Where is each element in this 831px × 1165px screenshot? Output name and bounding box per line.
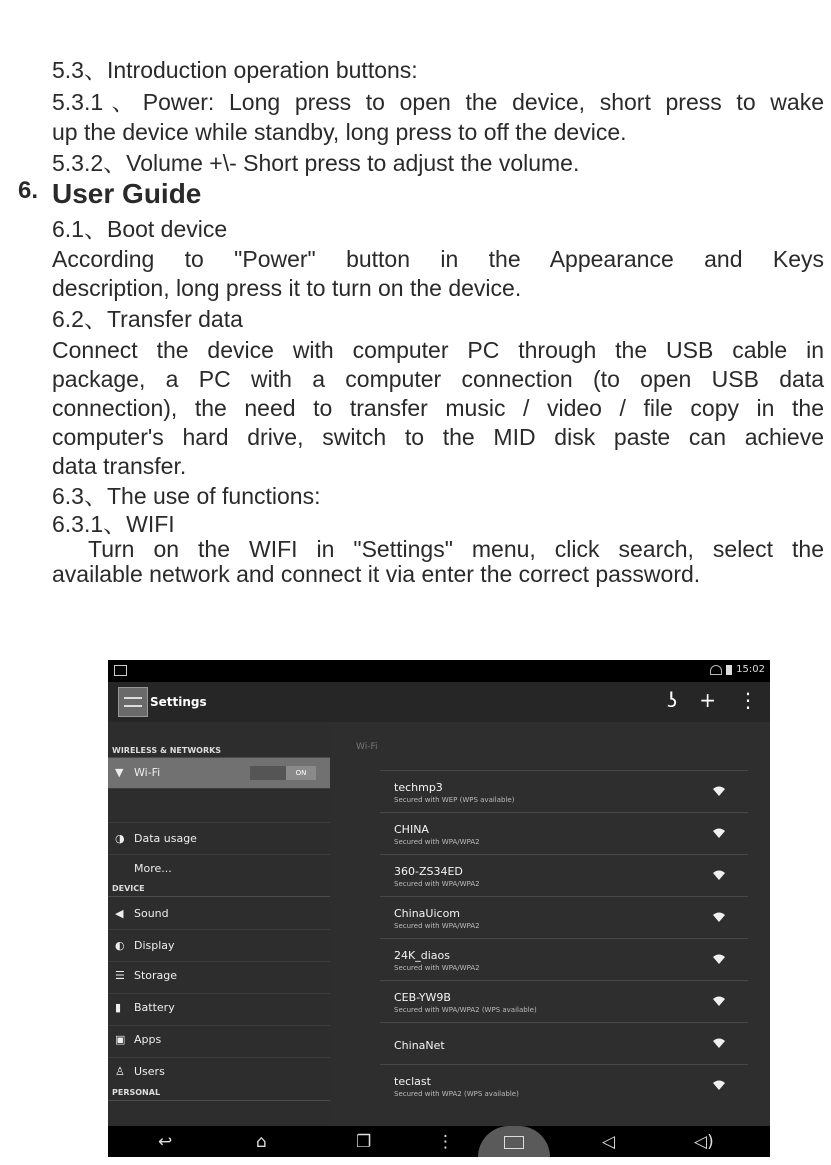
network-name: ChinaUicom: [394, 907, 461, 920]
text-5-3-1: 5.3.1、Power: Long press to open the device, short press to wake: [52, 89, 824, 115]
display-icon: ◐: [115, 939, 125, 952]
panel-section-title: Wi-Fi: [356, 742, 378, 752]
network-security: Secured with WPA/WPA2: [394, 964, 480, 972]
network-security: Secured with WPA/WPA2: [394, 880, 480, 888]
wifi-network-row[interactable]: [380, 1064, 748, 1107]
heading-5-3: 5.3、Introduction operation buttons:: [52, 57, 418, 83]
text-5-3-1-cont: up the device while standby, long press to off the device.: [52, 119, 627, 145]
heading-6-1: 6.1、Boot device: [52, 216, 228, 242]
menu-icon[interactable]: ⋮: [437, 1132, 454, 1152]
text-6-2-b: package, a PC with a computer connection (to open USB data: [52, 366, 824, 392]
wifi-network-row[interactable]: [380, 854, 748, 897]
network-name: 24K_diaos: [394, 949, 450, 962]
sidebar-item-sound[interactable]: ◀ Sound: [108, 897, 330, 930]
wifi-icon: ▼: [115, 766, 124, 779]
sidebar-item-users[interactable]: ♙ Users: [115, 1065, 165, 1078]
network-security: Secured with WPA/WPA2: [394, 922, 480, 930]
network-name: 360-ZS34ED: [394, 865, 463, 878]
category-wireless: WIRELESS & NETWORKS: [112, 746, 222, 755]
heading-6-3: 6.3、The use of functions:: [52, 483, 321, 509]
settings-sidebar: [108, 722, 330, 1126]
wifi-signal-icon: [712, 953, 726, 965]
screenshot-icon: [114, 665, 127, 676]
wifi-network-row[interactable]: [380, 938, 748, 981]
sidebar-item-wifi[interactable]: ▼ Wi-Fi ON: [108, 758, 330, 789]
data-usage-icon: ◑: [115, 832, 125, 845]
back-icon[interactable]: ↩: [158, 1132, 173, 1152]
text-6-2-c: connection), the need to transfer music / video / file copy in the: [52, 395, 824, 421]
wifi-signal-icon: [712, 995, 726, 1007]
storage-icon: ☰: [115, 969, 125, 982]
app-title: Settings: [150, 695, 207, 709]
wifi-toggle[interactable]: ON: [250, 766, 316, 780]
network-name: teclast: [394, 1075, 431, 1088]
volume-up-icon[interactable]: ◁): [694, 1132, 714, 1152]
home-icon[interactable]: ⌂: [256, 1132, 267, 1152]
wifi-status-icon: [710, 665, 722, 675]
heading-6-2: 6.2、Transfer data: [52, 306, 243, 332]
text-6-3-1-b: available network and connect it via enter the correct password.: [52, 561, 701, 587]
wifi-signal-icon: [712, 785, 726, 797]
text-6-2-a: Connect the device with computer PC through the USB cable in: [52, 337, 824, 363]
wifi-network-row[interactable]: [380, 812, 748, 855]
settings-app-icon[interactable]: [118, 687, 148, 717]
network-security: Secured with WPA/WPA2 (WPS available): [394, 1006, 537, 1014]
network-name: techmp3: [394, 781, 443, 794]
battery-setting-icon: ▮: [115, 1001, 122, 1014]
wifi-signal-icon: [712, 827, 726, 839]
overflow-menu-icon[interactable]: ⋮: [738, 688, 758, 712]
sidebar-item-battery[interactable]: ▮ Battery: [108, 993, 330, 1026]
sidebar-item-more[interactable]: More...: [134, 862, 172, 875]
volume-down-icon[interactable]: ◁: [602, 1132, 616, 1152]
recent-apps-icon[interactable]: ❐: [356, 1132, 372, 1152]
text-6-2-d: computer's hard drive, switch to the MID disk paste can achieve: [52, 424, 824, 450]
category-personal: PERSONAL: [112, 1088, 161, 1097]
text-6-2-e: data transfer.: [52, 453, 187, 479]
camera-icon: [504, 1136, 524, 1149]
network-name: CHINA: [394, 823, 429, 836]
network-security: Secured with WEP (WPS available): [394, 796, 515, 804]
action-bar: [108, 682, 770, 722]
screenshot-button[interactable]: [478, 1126, 550, 1157]
sound-icon: ◀: [115, 907, 124, 920]
wifi-network-row[interactable]: [380, 1022, 748, 1065]
wifi-network-row[interactable]: [380, 980, 748, 1023]
clock: 15:02: [736, 664, 765, 675]
text-6-3-1-a: Turn on the WIFI in "Settings" menu, click search, select the: [88, 536, 824, 562]
navigation-bar: [108, 1126, 770, 1157]
wifi-panel: [330, 722, 770, 1126]
wifi-network-row[interactable]: [380, 896, 748, 939]
text-6-1: According to "Power" button in the Appearance and Keys: [52, 246, 824, 272]
wifi-signal-icon: [712, 1037, 726, 1049]
heading-6-3-1: 6.3.1、WIFI: [52, 511, 175, 537]
add-network-icon[interactable]: +: [699, 688, 716, 712]
network-security: Secured with WPA2 (WPS available): [394, 1090, 519, 1098]
wifi-signal-icon: [712, 869, 726, 881]
sidebar-item-apps[interactable]: ▣ Apps: [108, 1025, 330, 1058]
network-security: Secured with WPA/WPA2: [394, 838, 480, 846]
section-title: User Guide: [52, 178, 202, 209]
sidebar-item-storage[interactable]: ☰ Storage: [108, 961, 330, 994]
text-5-3-2: 5.3.2、Volume +\- Short press to adjust the volume.: [52, 150, 580, 176]
wifi-signal-icon: [712, 1079, 726, 1091]
sidebar-blank: [108, 788, 330, 823]
sidebar-item-data-usage[interactable]: ◑ Data usage: [108, 822, 330, 855]
apps-icon: ▣: [115, 1033, 126, 1046]
users-icon: ♙: [115, 1065, 125, 1078]
battery-icon: [726, 665, 732, 675]
section-number: 6.: [18, 177, 39, 204]
wifi-network-row[interactable]: [380, 770, 748, 813]
tablet-screenshot: [108, 660, 770, 1157]
wps-icon[interactable]: ʖ: [667, 688, 678, 712]
divider: [108, 1100, 330, 1101]
wifi-signal-icon: [712, 911, 726, 923]
network-name: ChinaNet: [394, 1039, 445, 1052]
network-name: CEB-YW9B: [394, 991, 451, 1004]
status-bar: [108, 660, 770, 682]
text-6-1-cont: description, long press it to turn on the device.: [52, 275, 522, 301]
sidebar-item-display[interactable]: ◐ Display: [108, 929, 330, 962]
category-device: DEVICE: [112, 884, 145, 893]
